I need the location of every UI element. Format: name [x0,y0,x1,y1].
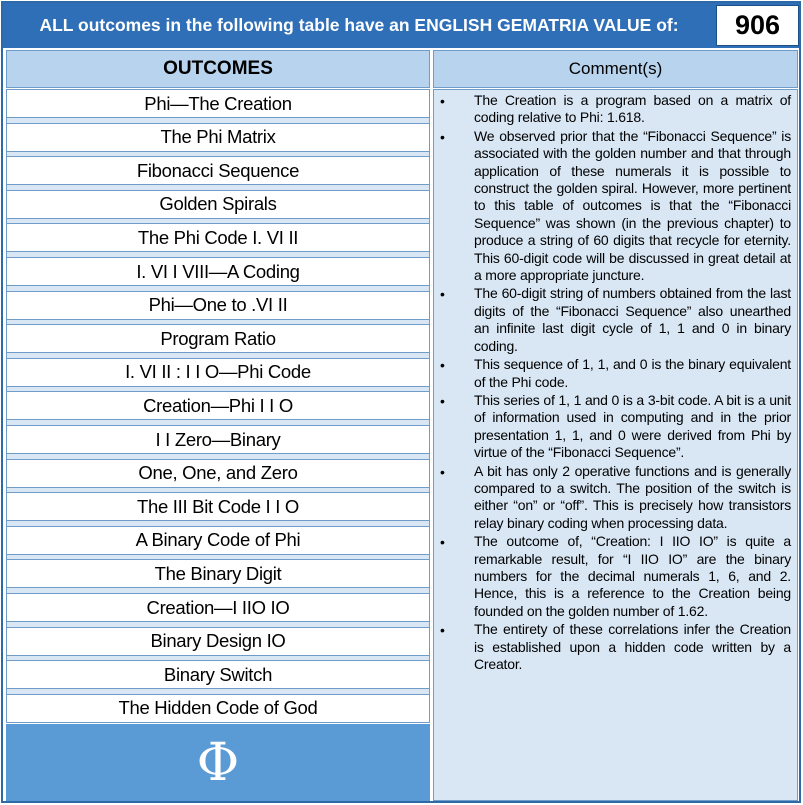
comment-item [434,392,791,462]
comment-item [434,285,791,355]
outcome-row: Creation—I IIO IO [6,593,430,622]
comment-item [434,621,791,673]
outcome-row: A Binary Code of Phi [6,526,430,555]
gematria-table [1,1,801,803]
comment-text: The outcome of, “Creation: I IIO IO” is quite a remarkable result, for “I IIO IO” are the binary numbers for the decimal numerals 1, 6, and 2. Hence, this is a reference to the Creation being founded on the golden number of 1.62. [474,533,791,619]
outcome-row: Fibonacci Sequence [6,156,430,185]
comments-column-header: Comment(s) [433,50,798,88]
comments-panel [433,89,798,801]
outcome-row: The III Bit Code I I O [6,492,430,521]
outcomes-column-header: OUTCOMES [6,50,430,88]
outcome-row: Binary Design IO [6,627,430,656]
gematria-value: 906 [716,5,799,46]
phi-symbol-panel [6,724,430,801]
outcome-row: Golden Spirals [6,190,430,219]
outcome-row: I. VI I VIII—A Coding [6,257,430,286]
outcome-row: The Hidden Code of God [6,694,430,723]
comment-item [434,128,791,285]
outcome-row: The Phi Code I. VI II [6,223,430,252]
outcome-row: I. VI II : I I O—Phi Code [6,358,430,387]
bullet-icon: • [440,392,445,409]
header-title: ALL outcomes in the following table have an ENGLISH GEMATRIA VALUE of: [39,15,679,35]
comment-item [434,92,791,127]
comment-text: This sequence of 1, 1, and 0 is the binary equivalent of the Phi code. [474,356,791,390]
comment-item [434,356,791,391]
bullet-icon: • [440,128,445,145]
bullet-icon: • [440,93,445,109]
phi-icon: Φ [196,732,240,793]
comment-item [434,463,791,533]
comment-text: This series of 1, 1 and 0 is a 3-bit code. A bit is a unit of information used in computing and in the prior presentation 1, 1, and 0 were derived from Phi by virtue of the “Fibonacci Sequence”. [474,391,791,461]
outcome-row: The Binary Digit [6,559,430,588]
comment-text: We observed prior that the “Fibonacci Sequence” is associated with the golden number and that through application of these numerals it is possible to construct the golden spiral. However, more pertinent to this table of outcomes is that the “Fibonacci Sequence” was shown (in the previous chapter) to produce a string of 60 digits that recycle for eternity. This 60-digit code will be discussed in great detail at a more appropriate juncture. [474,127,791,284]
comment-text: A bit has only 2 operative functions and is generally compared to a switch. The position of the switch is either “on” or “off”. This is precisely how transistors relay binary coding when processing data. [474,462,791,531]
comment-text: The Creation is a program based on a matrix of coding relative to Phi: 1.618. [474,92,791,126]
outcome-row: Phi—The Creation [6,89,430,118]
bullet-icon: • [440,534,445,551]
outcome-row: I I Zero—Binary [6,425,430,454]
outcome-row: Creation—Phi I I O [6,391,430,420]
bullet-icon: • [440,357,445,374]
outcome-row: The Phi Matrix [6,123,430,152]
comments-list [434,92,791,673]
bullet-icon: • [440,286,445,303]
outcome-row: Phi—One to .VI II [6,291,430,320]
bullet-icon: • [440,622,445,639]
comment-item [434,533,791,620]
outcome-row: One, One, and Zero [6,459,430,488]
bullet-icon: • [440,463,445,480]
comment-text: The entirety of these correlations infer the Creation is established upon a hidden code written by a Creator. [474,621,791,672]
outcome-row: Binary Switch [6,660,430,689]
table-header [3,3,799,48]
outcome-row: Program Ratio [6,324,430,353]
comment-text: The 60-digit string of numbers obtained from the last digits of the “Fibonacci Sequence” also unearthed an infinite last digit cycle of 1, 1 and 0 in binary coding. [474,285,791,354]
